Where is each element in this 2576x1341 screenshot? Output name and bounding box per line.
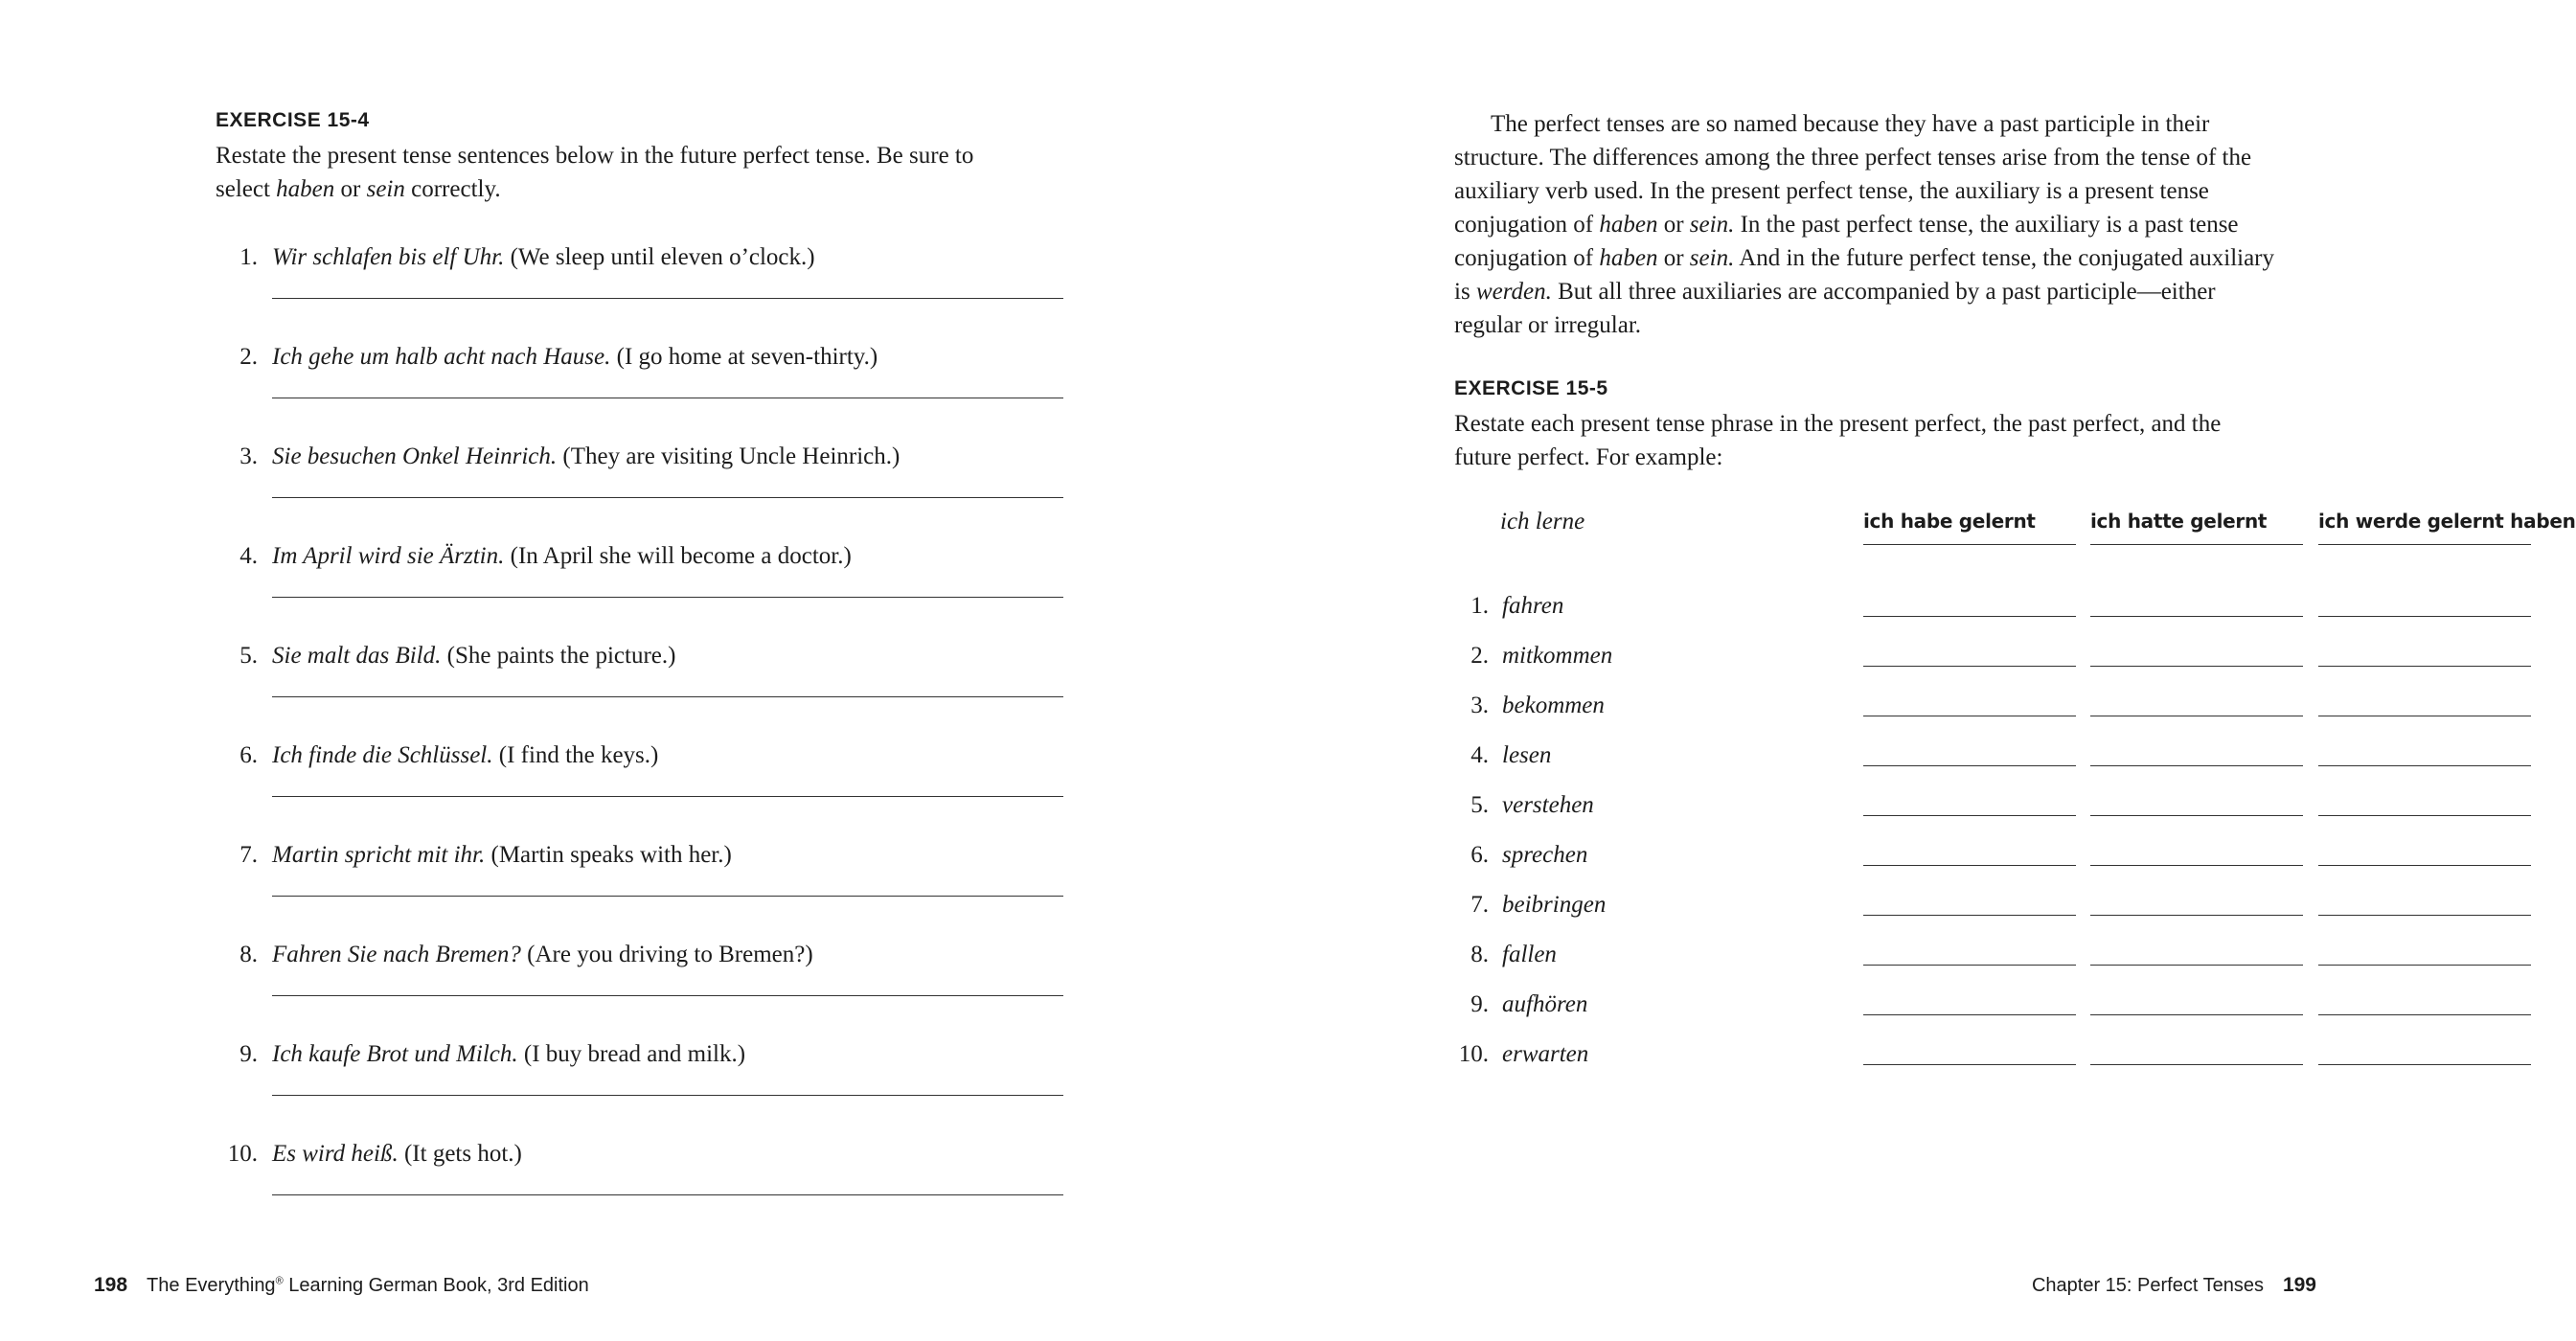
example-line [1863,544,2076,545]
verb-row [1454,739,2374,778]
item-number: 10. [227,1141,258,1167]
verb-number: 2. [1470,643,1489,669]
past-perfect-line[interactable] [2090,616,2303,617]
past-perfect-line[interactable] [2090,1064,2303,1065]
future-perfect-line[interactable] [2318,1014,2531,1015]
left-page [0,0,1192,1341]
past-perfect-line[interactable] [2090,666,2303,667]
verb-text: fahren [1502,593,1564,619]
item-text: Sie besuchen Onkel Heinrich. (They are visiting Uncle Heinrich.) [272,443,900,469]
verb-number: 3. [1470,693,1489,718]
answer-line[interactable] [272,696,1063,697]
past-perfect-line[interactable] [2090,865,2303,866]
item-number: 5. [239,643,258,669]
item-text: Im April wird sie Ärztin. (In April she will become a doctor.) [272,543,852,569]
item-number: 6. [239,742,258,768]
verb-number: 4. [1470,742,1489,768]
page-number: 198 [94,1274,128,1296]
item-number: 9. [239,1041,258,1067]
present-perfect-line[interactable] [1863,915,2076,916]
verb-row [1454,839,2374,877]
present-perfect-line[interactable] [1863,965,2076,966]
past-perfect-line[interactable] [2090,965,2303,966]
verb-row [1454,1038,2374,1077]
right-page [1192,0,2576,1341]
verb-text: aufhören [1502,991,1588,1017]
item-text: Wir schlafen bis elf Uhr. (We sleep until eleven o’clock.) [272,244,815,270]
present-perfect-line[interactable] [1863,865,2076,866]
future-perfect-line[interactable] [2318,765,2531,766]
past-perfect-line[interactable] [2090,765,2303,766]
verb-text: lesen [1502,742,1552,768]
exercise-instruction: Restate each present tense phrase in the present perfect, the past perfect, and the future perfect. For example: [1454,411,2222,470]
item-number: 7. [239,842,258,868]
verb-text: mitkommen [1502,643,1613,669]
verb-number: 1. [1470,593,1489,619]
item-number: 4. [239,543,258,569]
verb-row [1454,690,2374,728]
past-perfect-line[interactable] [2090,915,2303,916]
present-perfect-line[interactable] [1863,765,2076,766]
verb-row [1454,640,2374,678]
example-present-perfect: ich habe gelernt [1863,510,2036,533]
verb-text: sprechen [1502,842,1588,868]
item-text: Sie malt das Bild. (She paints the picture.) [272,643,676,669]
chapter-title: Chapter 15: Perfect Tenses [2031,1275,2264,1296]
example-line [2090,544,2303,545]
present-perfect-line[interactable] [1863,1064,2076,1065]
future-perfect-line[interactable] [2318,965,2531,966]
item-text: Ich gehe um halb acht nach Hause. (I go home at seven-thirty.) [272,344,878,370]
book-title: The Everything® Learning German Book, 3rd Edition [147,1275,589,1296]
past-perfect-line[interactable] [2090,1014,2303,1015]
answer-line[interactable] [272,298,1063,299]
present-perfect-line[interactable] [1863,666,2076,667]
item-text: Es wird heiß. (It gets hot.) [272,1141,522,1167]
item-number: 2. [239,344,258,370]
item-number: 8. [239,942,258,967]
past-perfect-line[interactable] [2090,815,2303,816]
answer-line[interactable] [272,597,1063,598]
future-perfect-line[interactable] [2318,865,2531,866]
verb-text: verstehen [1502,792,1594,818]
footer-right [2032,1274,2316,1297]
exercise-title: EXERCISE 15-4 [216,109,370,131]
item-text: Martin spricht mit ihr. (Martin speaks with her.) [272,842,732,868]
footer-left [94,1274,589,1297]
answer-line[interactable] [272,497,1063,498]
verb-row [1454,939,2374,977]
verb-text: fallen [1502,942,1557,967]
example-line [2318,544,2531,545]
intro-paragraph: The perfect tenses are so named because they have a past participle in their structure. The differences among the three perfect tenses arise from the tense of the auxiliary verb used. In the present perfect tense, the auxiliary is a present tense conjugation of haben or sein. In the past perfect tense, the auxiliary is a past tense conjugation of haben or sein. And in the future perfect tense, the conjugated auxiliary is werden. But all three auxiliaries are accompanied by a past participle—either regular or irregular. [1454,111,2275,338]
answer-line[interactable] [272,796,1063,797]
verb-number: 7. [1470,892,1489,918]
future-perfect-line[interactable] [2318,1064,2531,1065]
verb-text: bekommen [1502,693,1605,718]
present-perfect-line[interactable] [1863,616,2076,617]
example-word: ich lerne [1500,509,1585,534]
item-number: 1. [239,244,258,270]
verb-number: 6. [1470,842,1489,868]
verb-number: 10. [1458,1041,1489,1067]
future-perfect-line[interactable] [2318,815,2531,816]
answer-line[interactable] [272,995,1063,996]
exercise-title: EXERCISE 15-5 [1454,377,1608,399]
verb-text: erwarten [1502,1041,1589,1067]
example-row [1454,506,2576,549]
verb-row [1454,590,2374,628]
present-perfect-line[interactable] [1863,815,2076,816]
answer-line[interactable] [272,1095,1063,1096]
answer-line[interactable] [272,896,1063,897]
verb-row [1454,789,2374,828]
future-perfect-line[interactable] [2318,915,2531,916]
verb-number: 9. [1470,991,1489,1017]
item-text: Ich kaufe Brot und Milch. (I buy bread and milk.) [272,1041,746,1067]
page-number: 199 [2282,1274,2316,1296]
item-text: Ich finde die Schlüssel. (I find the keys.) [272,742,659,768]
exercise-instruction: Restate the present tense sentences below in the future perfect tense. Be sure to select haben or sein correctly. [216,143,974,202]
example-past-perfect: ich hatte gelernt [2090,510,2268,533]
future-perfect-line[interactable] [2318,666,2531,667]
verb-row [1454,989,2374,1027]
item-text: Fahren Sie nach Bremen? (Are you driving to Bremen?) [272,942,813,967]
verb-text: beibringen [1502,892,1607,918]
present-perfect-line[interactable] [1863,1014,2076,1015]
verb-number: 5. [1470,792,1489,818]
example-future-perfect: ich werde gelernt haben [2318,510,2576,533]
item-number: 3. [239,443,258,469]
verb-number: 8. [1470,942,1489,967]
answer-line[interactable] [272,1194,1063,1195]
future-perfect-line[interactable] [2318,616,2531,617]
verb-row [1454,889,2374,927]
